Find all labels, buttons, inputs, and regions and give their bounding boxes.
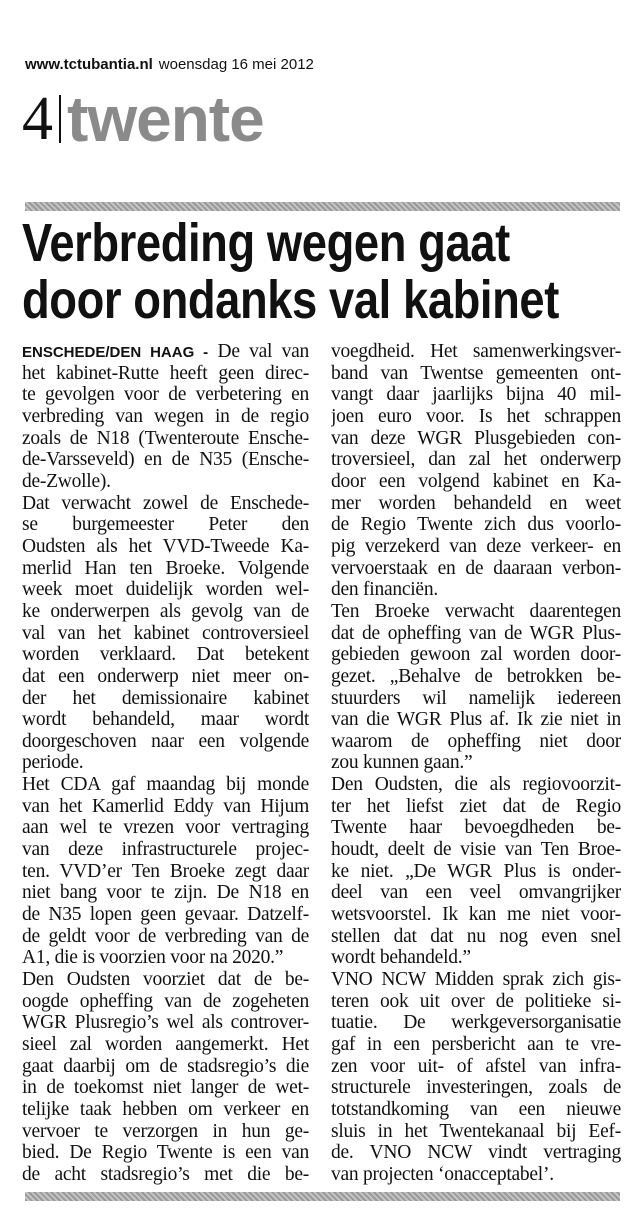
bottom-rule <box>25 1192 620 1201</box>
article-line: van het Kamerlid Eddy van Hijum <box>22 795 309 817</box>
publication-date: woensdag 16 mei 2012 <box>158 56 314 73</box>
article-line: de N35 lopen geen gevaar. Datzelf- <box>22 904 309 926</box>
article-line: totstandkoming van een nieuwe <box>331 1098 621 1120</box>
article-line: pig verzekerd van deze verkeer- en <box>331 535 621 557</box>
article-line: voegdheid. Het samenwerkingsver- <box>331 341 621 362</box>
masthead <box>25 56 314 73</box>
article-line: worden verklaard. Dat betekent <box>22 644 309 666</box>
article-line: sluis in het Twentekanaal bij Eef- <box>331 1120 621 1142</box>
article-line: bied. De Regio Twente is een van <box>22 1142 309 1164</box>
headline-line: Verbreding wegen gaat <box>22 213 510 273</box>
article-line: VNO NCW Midden sprak zich gis- <box>331 969 621 991</box>
article-line: in de toekomst niet langer de wet- <box>22 1077 309 1099</box>
article-line: band van Twentse gemeenten ont- <box>331 362 621 384</box>
article-line: stellen dat dat nu nog even snel <box>331 925 621 947</box>
headline <box>22 215 610 329</box>
article-line: van die WGR Plus af. Ik zie niet in <box>331 709 621 731</box>
article-line: doorgeschoven naar een volgende <box>22 730 309 752</box>
site-url: www.tctubantia.nl <box>25 56 153 73</box>
article-line: van deze WGR Plusgebieden con- <box>331 427 621 449</box>
article-column-left <box>22 341 309 1186</box>
article-line: val van het kabinet controversieel <box>22 622 309 644</box>
article-line: den financiën. <box>331 579 438 601</box>
article-line: houdt, deelt de visie van Ten Broe- <box>331 839 621 861</box>
article-line: Den Oudsten voorziet dat de be- <box>22 969 309 991</box>
dateline: ENSCHEDE/DEN HAAG - <box>22 344 209 361</box>
article-line: periode. <box>22 752 84 774</box>
article-line: aan wel te vrezen voor vertraging <box>22 817 309 839</box>
article-line: oogde opheffing van de zogeheten <box>22 990 309 1012</box>
article-line: zou kunnen gaan.” <box>331 752 473 774</box>
article-line: structurele investeringen, zoals de <box>331 1077 621 1099</box>
article-line: A1, die is voorzien voor na 2020.” <box>22 947 284 969</box>
article-line: de geldt voor de verbreding van de <box>22 925 309 947</box>
article-line: ter het liefst ziet dat de Regio <box>331 795 621 817</box>
article-line: Het CDA gaf maandag bij monde <box>22 774 309 796</box>
article-line: van projecten ‘onacceptabel’. <box>331 1163 554 1185</box>
article-line: WGR Plusregio’s wel als controver- <box>22 1012 309 1034</box>
article-line: mer worden behandeld en weet <box>331 492 621 514</box>
article-line: gaf in een persbericht aan te vre- <box>331 1034 621 1055</box>
article-line: telijke taak hebben om verkeer en <box>22 1098 309 1120</box>
article-line: joen euro voor. Is het schrappen <box>331 405 621 427</box>
page-number: 4 <box>22 85 53 153</box>
section-divider <box>59 95 61 143</box>
article-line: merlid Han ten Broeke. Volgende <box>22 557 309 579</box>
top-rule <box>25 202 620 211</box>
article-line: de acht stadsregio’s met die be- <box>22 1163 309 1185</box>
headline-line: door ondanks val kabinet <box>22 270 559 330</box>
article-line: Twente haar bevoegdheden be- <box>331 817 621 839</box>
section-header <box>22 84 264 154</box>
article-line: wordt behandeld, maar wordt <box>22 709 309 731</box>
article-line: gaat daarbij om de stadsregio’s die <box>22 1055 309 1077</box>
article-line: sieel zal worden aangemerkt. Het <box>22 1034 309 1055</box>
article-line: dat een onderwerp niet meer on- <box>22 665 309 687</box>
article-line: de-Zwolle). <box>22 470 111 492</box>
article-line: ke niet. „De WGR Plus is onder- <box>331 860 621 882</box>
article-line: teren ook uit over de politieke si- <box>331 990 621 1012</box>
article-line: ke onderwerpen als gevolg van de <box>22 600 309 622</box>
article-line: wetsvoorstel. Ik kan me niet voor- <box>331 904 621 926</box>
article-line: de. VNO NCW vindt vertraging <box>331 1142 621 1164</box>
article-line: te gevolgen voor de verbetering en <box>22 384 309 406</box>
article-line: door een volgend kabinet en Ka- <box>331 470 621 492</box>
article-line: dat de opheffing van de WGR Plus- <box>331 622 621 644</box>
article-line: deel van een veel omvangrijker <box>331 882 621 904</box>
article-line: tuatie. De werkgeversorganisatie <box>331 1012 621 1034</box>
article-line: Oudsten als het VVD-Tweede Ka- <box>22 535 309 557</box>
article-line: niet bang voor te zijn. De N18 en <box>22 882 309 904</box>
article-line-text: De val van <box>217 341 309 362</box>
article-column-right <box>331 341 621 1186</box>
article-line: week moet duidelijk worden wel- <box>22 579 309 601</box>
article-line: zen voor uit- of afstel van infra- <box>331 1055 621 1077</box>
article-line: het kabinet-Rutte heeft geen direc- <box>22 362 309 384</box>
article-line: van deze infrastructurele projec- <box>22 839 309 861</box>
article-line <box>22 341 309 363</box>
article-line: vangt daar jaarlijks bijna 40 mil- <box>331 384 621 406</box>
article-line: verbreding van wegen in de regio <box>22 405 309 427</box>
article-line: der het demissionaire kabinet <box>22 687 309 709</box>
article-line: Den Oudsten, die als regiovoorzit- <box>331 774 621 796</box>
article-line: ten. VVD’er Ten Broeke zegt daar <box>22 860 309 882</box>
article-line: wordt behandeld.” <box>331 947 471 969</box>
article-line: troversieel, dan zal het onderwerp <box>331 449 621 471</box>
article-line: stuurders wil namelijk iedereen <box>331 687 621 709</box>
article-line: zoals de N18 (Twenteroute Ensche- <box>22 427 309 449</box>
article-line: Dat verwacht zowel de Enschede- <box>22 492 309 514</box>
article-line: gebieden gewoon zal worden door- <box>331 644 621 666</box>
article-line: vervoer te verzorgen in hun ge- <box>22 1120 309 1142</box>
article-line: Ten Broeke verwacht daarentegen <box>331 600 621 622</box>
article-line: de-Varsseveld) en de N35 (Ensche- <box>22 449 309 471</box>
article-line: de Regio Twente zich dus voorlo- <box>331 514 621 536</box>
article-line: vervoerstaak en de daaraan verbon- <box>331 557 621 579</box>
article-line: se burgemeester Peter den <box>22 514 309 536</box>
article-line: waarom de opheffing niet door <box>331 730 621 752</box>
section-name: twente <box>67 83 264 155</box>
article-line: gezet. „Behalve de betrokken be- <box>331 665 621 687</box>
